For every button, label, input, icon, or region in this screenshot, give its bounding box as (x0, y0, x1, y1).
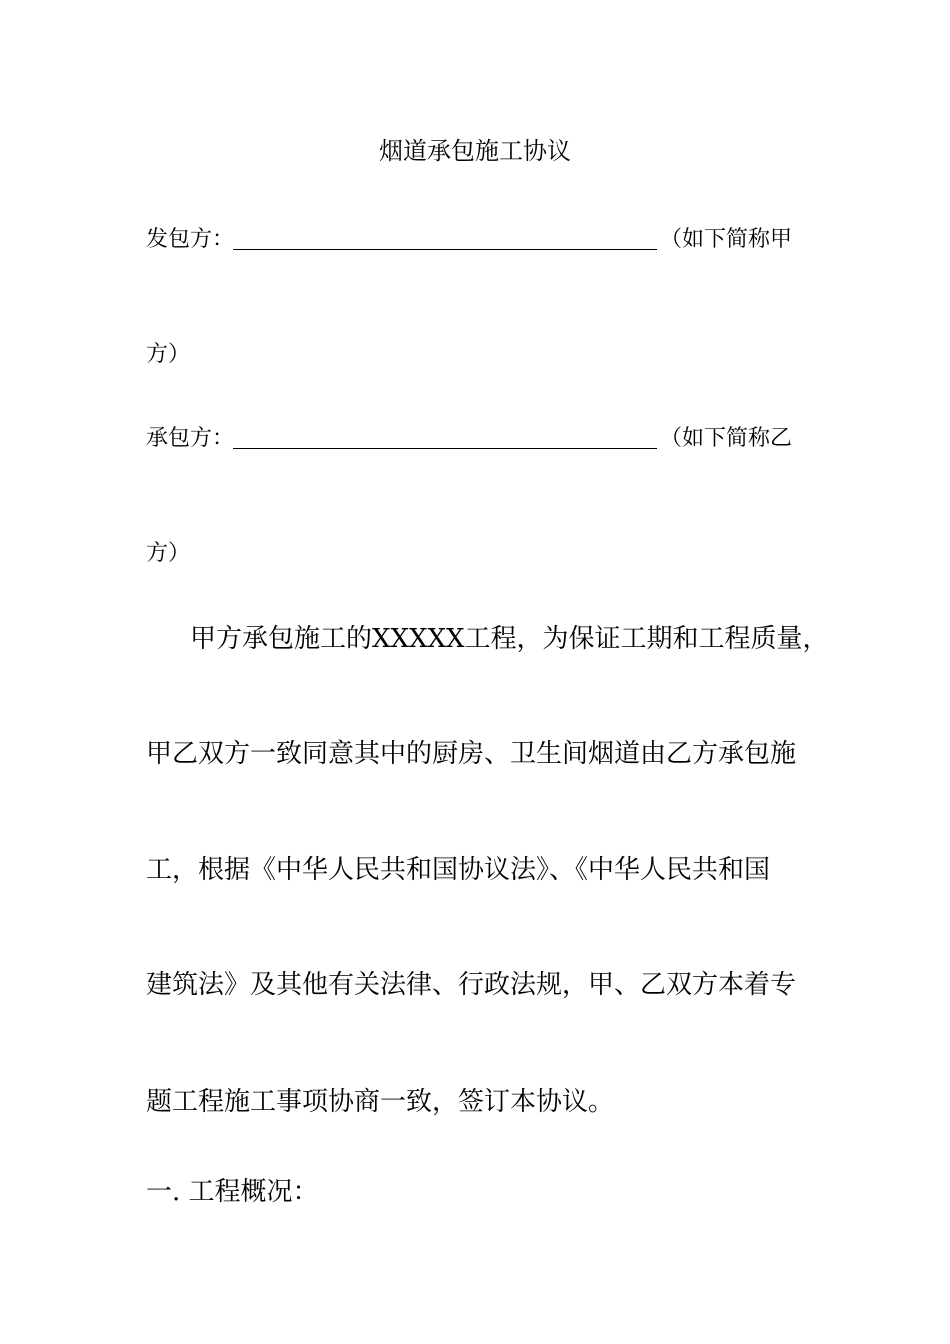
section-heading: 一. 工程概况： (146, 1177, 319, 1207)
party-b-blank-line (233, 448, 657, 449)
paragraph-line: 建筑法》及其他有关法律、行政法规，甲、乙双方本着专 (146, 970, 797, 1000)
paragraph-line: 题工程施工事项协商一致，签订本协议。 (146, 1087, 615, 1117)
paragraph-line: 甲方承包施工的XXXXX工程，为保证工期和工程质量， (190, 624, 829, 654)
party-a-note-continuation: 方） (146, 342, 191, 367)
document-title: 烟道承包施工协议 (379, 137, 571, 165)
party-a-note: （如下简称甲 (660, 227, 793, 252)
party-a-blank-line (233, 249, 657, 250)
paragraph-line: 工，根据《中华人民共和国协议法》、《中华人民共和国 (146, 855, 771, 885)
paragraph-line: 甲乙双方一致同意其中的厨房、卫生间烟道由乙方承包施 (146, 739, 797, 769)
party-b-note-continuation: 方） (146, 541, 191, 566)
party-b-note: （如下简称乙 (660, 426, 793, 451)
party-a-label: 发包方： (146, 227, 235, 252)
party-b-label: 承包方： (146, 426, 235, 451)
